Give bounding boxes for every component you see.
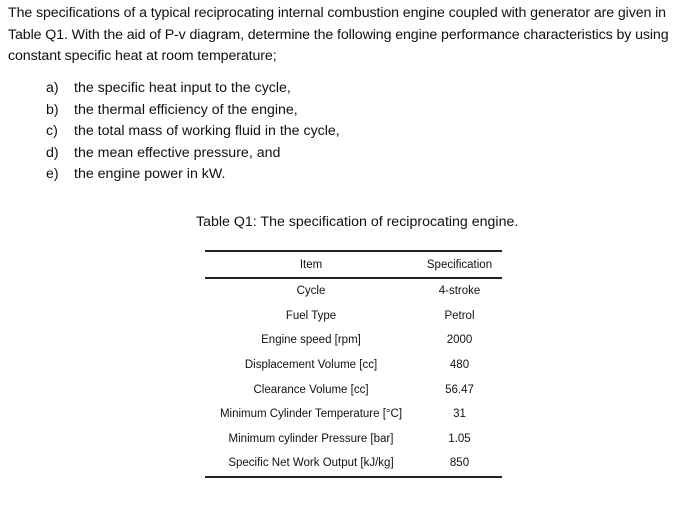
question-intro: The specifications of a typical reciprocating internal combustion engine coupled with generator are given in Table Q1. With the aid of P-v diagram, determine the following engine performance characteristics by using constant specific heat at room temperature; [8,5,669,64]
table-row [205,377,502,402]
list-item [46,121,340,143]
part-marker: d) [46,144,59,161]
column-header-item: Item [205,251,417,278]
table-row [205,328,502,353]
value-cell: 56.47 [445,383,474,396]
table-row [205,278,502,304]
value-cell: Petrol [444,309,475,322]
list-item [46,164,340,186]
value-cell: 2000 [446,334,473,347]
value-cell: 850 [417,451,502,477]
part-marker: b) [46,101,59,118]
item-cell: Clearance Volume [cc] [253,383,369,396]
question-parts-list [46,78,340,186]
part-marker: e) [46,166,59,182]
table-row [205,402,502,427]
part-text: the engine power in kW. [74,166,226,182]
part-text: the total mass of working fluid in the cycle, [74,123,340,139]
table-caption: Table Q1: The specification of reciprocating engine. [196,214,519,230]
value-cell: 31 [453,408,466,421]
part-marker: a) [46,80,59,96]
table-row [205,451,502,477]
list-item [46,78,340,100]
table-row [205,427,502,452]
column-header-specification: Specification [417,251,502,278]
item-cell: Cycle [296,285,326,298]
item-cell: Minimum Cylinder Temperature [°C] [219,408,403,421]
item-cell: Fuel Type [285,309,337,322]
value-cell: 480 [449,359,470,372]
part-text: the thermal efficiency of the engine, [74,101,298,118]
table-row [205,353,502,378]
part-text: the specific heat input to the cycle, [74,80,291,96]
part-text: the mean effective pressure, and [74,144,281,161]
item-cell: Engine speed [rpm] [261,334,361,347]
part-marker: c) [46,123,58,139]
item-cell: Minimum cylinder Pressure [bar] [228,432,394,445]
item-cell: Specific Net Work Output [kJ/kg] [205,451,417,477]
specification-table [205,250,502,478]
list-item [46,143,340,165]
item-cell: Displacement Volume [cc] [244,359,378,372]
table-row [205,304,502,329]
list-item [46,100,340,122]
value-cell: 1.05 [448,432,471,445]
table-header-row [205,251,502,278]
value-cell: 4-stroke [438,285,481,298]
